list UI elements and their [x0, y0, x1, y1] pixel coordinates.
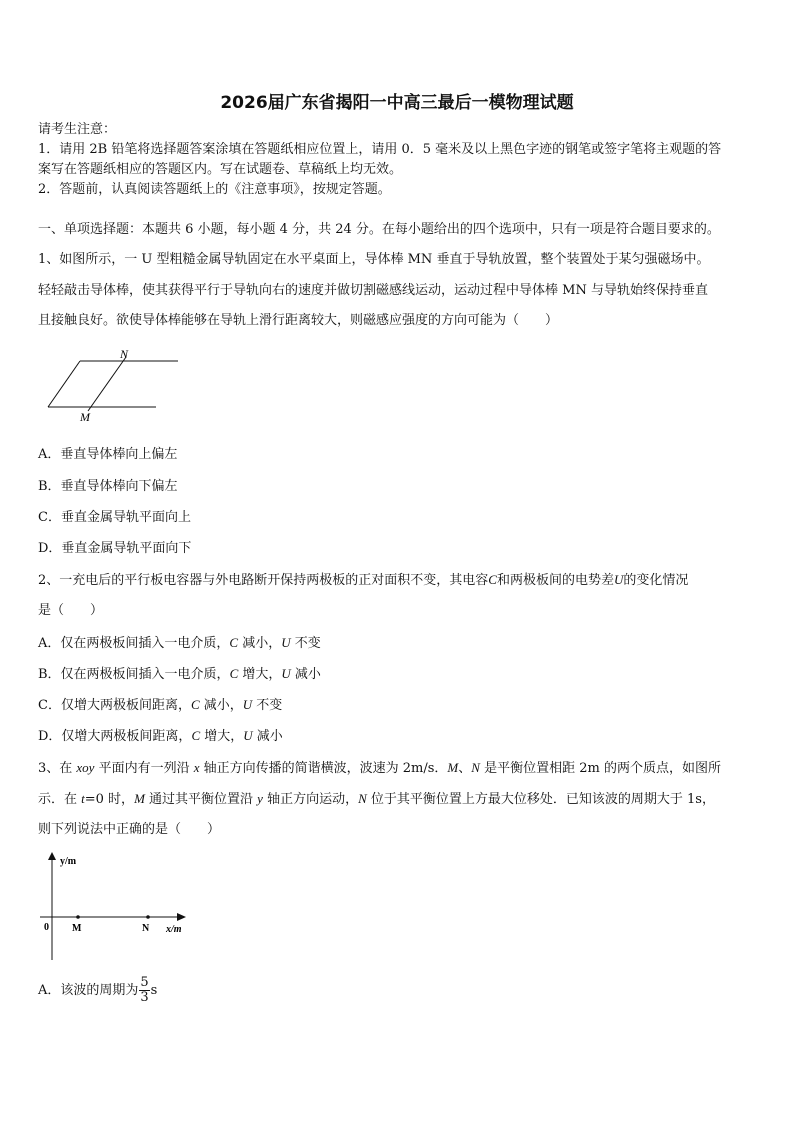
y-axis-arrow — [48, 852, 56, 860]
x-axis-label: x/m — [166, 924, 182, 935]
notice-item-1-line-1: 1．请用 2B 铅笔将选择题答案涂填在答题纸相应位置上，请用 0．5 毫米及以上黑色字迹的钢笔或签字笔将主观题的答 — [38, 142, 722, 157]
q1-option-d: D．垂直金属导轨平面向下 — [38, 541, 192, 556]
y-axis-label: y/m — [60, 856, 77, 867]
label-n: N — [120, 347, 129, 361]
q3-wave-axes-figure — [38, 848, 198, 966]
q1-stem-line-2: 轻轻敲击导体棒，使其获得平行于导轨向右的速度并做切割磁感线运动，运动过程中导体棒 MN 与导轨始终保持垂直 — [38, 283, 708, 298]
notice-item-1-line-2: 案写在答题纸相应的答题区内。写在试题卷、草稿纸上均无效。 — [38, 162, 403, 177]
page-title: 2026届广东省揭阳一中高三最后一模物理试题 — [220, 93, 574, 113]
point-m — [76, 915, 80, 919]
point-n — [146, 915, 150, 919]
q2-option-d: D．仅增大两极板间距离，C 增大，U 减小 — [38, 728, 283, 744]
symbol-u: U — [613, 572, 624, 587]
q1-option-a: A．垂直导体棒向上偏左 — [38, 447, 178, 462]
q1-stem-line-1: 1、如图所示，一 U 型粗糙金属导轨固定在水平桌面上，导体棒 MN 垂直于导轨放置，整个装置处于某匀强磁场中。 — [38, 252, 710, 267]
section-heading: 一、单项选择题：本题共 6 小题，每小题 4 分，共 24 分。在每小题给出的四个选项中，只有一项是符合题目要求的。 — [38, 222, 720, 237]
q2-option-b: B．仅在两极板间插入一电介质，C 增大，U 减小 — [38, 666, 321, 682]
origin-label: 0 — [44, 922, 49, 933]
q1-stem-line-3: 且接触良好。欲使导体棒能够在导轨上滑行距离较大，则磁感应强度的方向可能为（ ） — [38, 313, 559, 328]
n-label: N — [142, 923, 150, 934]
x-axis-arrow — [177, 913, 186, 921]
fraction: $\frac{5}{3}$ — [140, 975, 149, 1005]
q3-stem-line-2: 示．在 t=0 时，M 通过其平衡位置沿 y 轴正方向运动，N 位于其平衡位置上方最大位移处．已知该波的周期大于 1s， — [38, 791, 715, 807]
q1-rail-figure — [40, 345, 190, 425]
conductor-rod-mn — [88, 357, 126, 411]
q1-option-c: C．垂直金属导轨平面向上 — [38, 510, 191, 525]
q1-option-b: B．垂直导体棒向下偏左 — [38, 479, 178, 494]
q3-stem-line-3: 则下列说法中正确的是（ ） — [38, 822, 221, 837]
q2-stem-line-2: 是（ ） — [38, 603, 104, 618]
label-m: M — [80, 410, 90, 424]
notice-item-2: 2．答题前，认真阅读答题纸上的《注意事项》，按规定答题。 — [38, 182, 391, 197]
q3-option-a: A．该波的周期为 $\frac{5}{3}$ s — [38, 975, 158, 1005]
q2-option-a: A．仅在两极板间插入一电介质，C 减小，U 不变 — [38, 635, 321, 651]
m-label: M — [72, 923, 82, 934]
rail-end — [48, 361, 80, 407]
notice-heading: 请考生注意： — [38, 122, 117, 137]
symbol-c: C — [488, 572, 497, 587]
q3-stem-line-1: 3、在 xoy 平面内有一列沿 x 轴正方向传播的简谐横波，波速为 2m/s．M、N 是平衡位置相距 2m 的两个质点，如图所 — [38, 760, 721, 776]
q2-stem-line-1: 2、一充电后的平行板电容器与外电路断开保持两极板的正对面积不变，其电容C和两极板间的电势差U的变化情况 — [38, 572, 689, 588]
q2-option-c: C．仅增大两极板间距离，C 减小，U 不变 — [38, 697, 283, 713]
